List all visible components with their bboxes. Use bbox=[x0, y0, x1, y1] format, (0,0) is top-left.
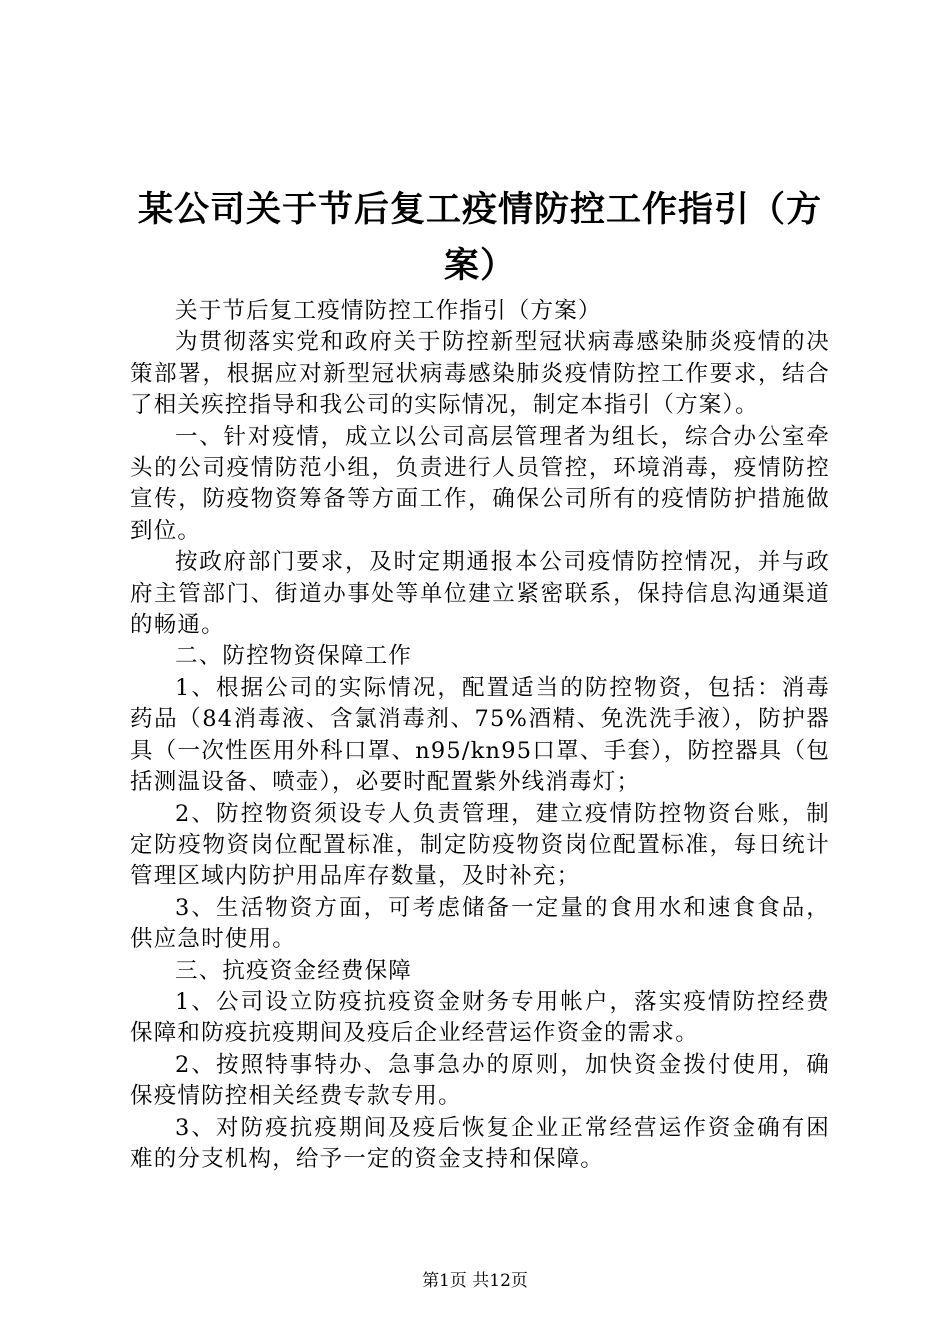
paragraph: 2、按照特事特办、急事急办的原则，加快资金拨付使用，确保疫情防控相关经费专款专用。 bbox=[130, 1051, 830, 1110]
paragraph: 为贯彻落实党和政府关于防控新型冠状病毒感染肺炎疫情的决策部署，根据应对新型冠状病毒感染肺炎疫情防控工作要求，结合了相关疾控指导和我公司的实际情况，制定本指引（方案）。 bbox=[130, 329, 830, 419]
document-body bbox=[130, 296, 830, 1175]
section-heading: 三、抗疫资金经费保障 bbox=[175, 957, 413, 984]
paragraph: 2、防控物资须设专人负责管理，建立疫情防控物资台账，制定防疫物资岗位配置标准，制定防疫物资岗位配置标准，每日统计管理区域内防护用品库存数量，及时补充； bbox=[130, 800, 830, 890]
page-footer: 第1页 共12页 bbox=[422, 1271, 528, 1291]
document-title-line1: 某公司关于节后复工疫情防控工作指引（方 bbox=[137, 189, 822, 230]
section-heading: 二、防控物资保障工作 bbox=[175, 643, 413, 670]
paragraph: 按政府部门要求，及时定期通报本公司疫情防控情况，并与政府主管部门、街道办事处等单位建立紧密联系，保持信息沟通渠道的畅通。 bbox=[130, 549, 830, 639]
paragraph: 1、公司设立防疫抗疫资金财务专用帐户，落实疫情防控经费保障和防疫抗疫期间及疫后企业经营运作资金的需求。 bbox=[130, 988, 830, 1047]
paragraph: 3、生活物资方面，可考虑储备一定量的食用水和速食食品，供应急时使用。 bbox=[130, 894, 830, 953]
document-title-line2: 案） bbox=[443, 245, 516, 286]
paragraph: 1、根据公司的实际情况，配置适当的防控物资，包括：消毒药品（84消毒液、含氯消毒剂、75%酒精、免洗洗手液），防护器具（一次性医用外科口罩、n95/kn95口罩、手套），防控器具（包括测温设备、喷壶），必要时配置紫外线消毒灯； bbox=[130, 674, 830, 796]
paragraph: 3、对防疫抗疫期间及疫后恢复企业正常经营运作资金确有困难的分支机构，给予一定的资金支持和保障。 bbox=[130, 1114, 830, 1172]
paragraph-subtitle: 关于节后复工疫情防控工作指引（方案） bbox=[175, 298, 602, 324]
paragraph: 一、针对疫情，成立以公司高层管理者为组长，综合办公室牵头的公司疫情防范小组，负责进行人员管控，环境消毒，疫情防控宣传，防疫物资筹备等方面工作，确保公司所有的疫情防护措施做到位。 bbox=[130, 423, 830, 544]
